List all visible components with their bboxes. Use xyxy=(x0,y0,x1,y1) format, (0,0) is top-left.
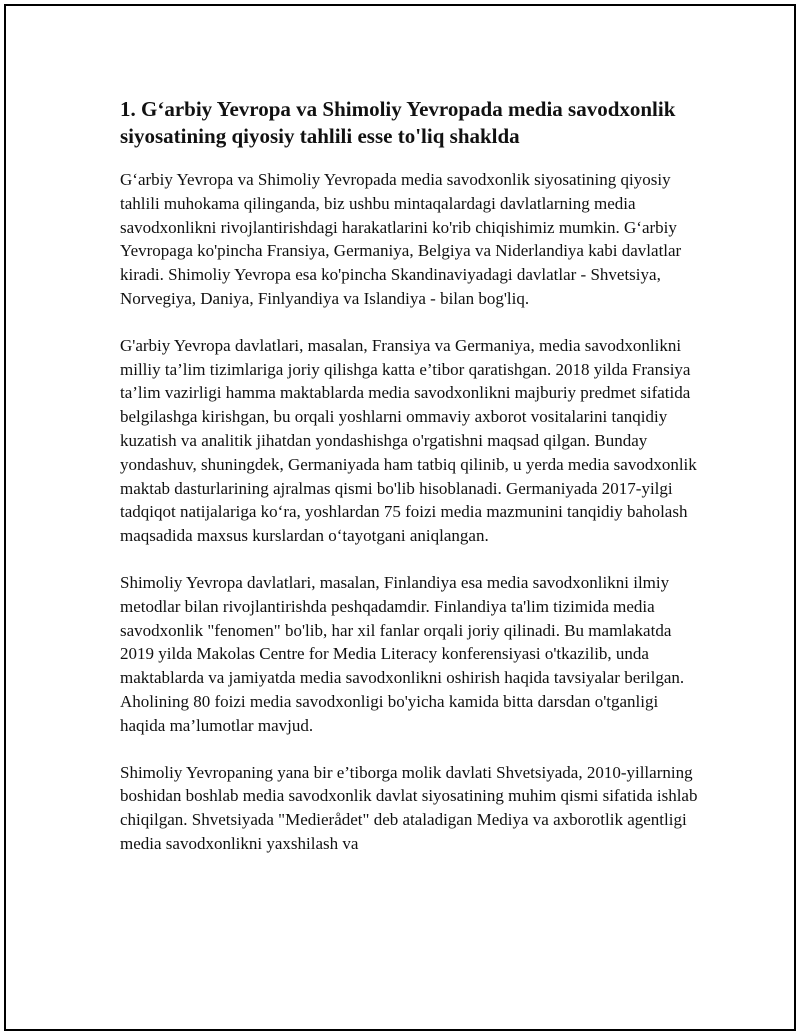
document-page xyxy=(4,4,796,1031)
document-content xyxy=(120,96,700,879)
document-title: 1. G‘arbiy Yevropa va Shimoliy Yevropada media savodxonlik siyosatining qiyosiy tahlili esse to'liq shaklda xyxy=(120,97,676,148)
paragraph-western-europe: G'arbiy Yevropa davlatlari, masalan, Fransiya va Germaniya, media savodxonlikni milliy ta’lim tizimlariga joriy qilishga katta e’tibor qaratishgan. 2018 yilda Fransiya ta’lim vazirligi hamma maktablarda media savodxonlikni majburiy predmet sifatida belgilashga kirishgan, bu orqali yoshlarni ommaviy axborot vositalarini tanqidiy kuzatish va analitik jihatdan yondashishga o'rgatishni maqsad qilgan. Bunday yondashuv, shuningdek, Germaniyada ham tatbiq qilinib, u yerda media savodxonlik maktab dasturlarining ajralmas qismi bo'lib hisoblanadi. Germaniyada 2017-yilgi tadqiqot natijalariga ko‘ra, yoshlardan 75 foizi media mazmunini tanqidiy baholash maqsadida maxsus kurslardan o‘tayotgani aniqlangan. xyxy=(120,335,697,546)
paragraph-sweden: Shimoliy Yevropaning yana bir e’tiborga molik davlati Shvetsiyada, 2010-yillarning boshidan boshlab media savodxonlik davlat siyosatining muhim qismi sifatida ishlab chiqilgan. Shvetsiyada "Medierådet" deb ataladigan Mediya va axborotlik agentligi media savodxonlikni yaxshilash va xyxy=(120,762,698,853)
paragraph-intro: G‘arbiy Yevropa va Shimoliy Yevropada media savodxonlik siyosatining qiyosiy tahlili muhokama qilinganda, biz ushbu mintaqalardagi davlatlarning media savodxonlikni rivojlantirishdagi harakatlarini ko'rib chiqishimiz mumkin. G‘arbiy Yevropaga ko'pincha Fransiya, Germaniya, Belgiya va Niderlandiya kabi davlatlar kiradi. Shimoliy Yevropa esa ko'pincha Skandinaviyadagi davlatlar - Shvetsiya, Norvegiya, Daniya, Finlyandiya va Islandiya - bilan bog'liq. xyxy=(120,170,682,308)
paragraph-northern-europe: Shimoliy Yevropa davlatlari, masalan, Finlandiya esa media savodxonlikni ilmiy metodlar bilan rivojlantirishda peshqadamdir. Finlandiya ta'lim tizimida media savodxonlik "fenomen" bo'lib, har xil fanlar orqali joriy qilinadi. Bu mamlakatda 2019 yilda Makolas Centre for Media Literacy konferensiyasi o'tkazilib, unda maktablarda va jamiyatda media savodxonlikni oshirish haqida tavsiyalar berilgan. Aholining 80 foizi media savodxonligi bo'yicha kamida bitta darsdan o'tganligi haqida ma’lumotlar mavjud. xyxy=(120,572,685,735)
